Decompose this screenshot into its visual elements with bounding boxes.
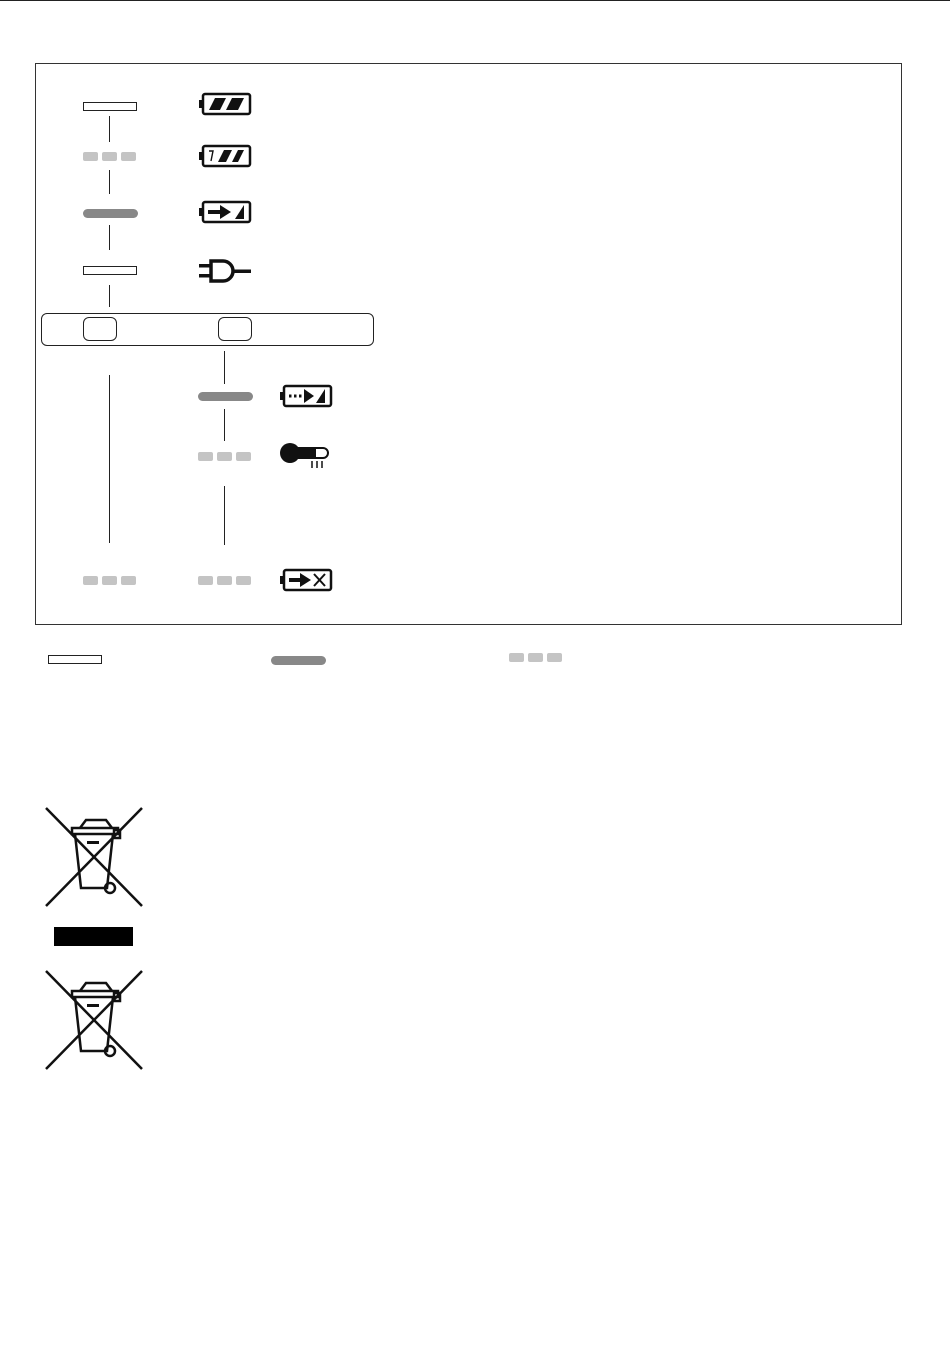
crossed-out-wheelie-bin-icon — [44, 969, 146, 1071]
thermometer-icon — [279, 440, 335, 472]
connector-line — [224, 409, 225, 441]
connector-line — [224, 486, 225, 545]
connector-line — [109, 116, 110, 142]
charger-button-panel — [41, 313, 374, 346]
top-rule — [0, 0, 950, 1]
connector-line — [109, 170, 110, 194]
led-blinking-indicator — [198, 576, 252, 585]
connector-line — [109, 285, 110, 307]
power-plug-icon — [198, 258, 252, 284]
battery-full-icon — [198, 92, 252, 116]
led-steady-indicator — [83, 266, 137, 275]
legend-led-blinking — [509, 653, 563, 662]
led-blinking-indicator — [198, 452, 252, 461]
led-on-indicator — [83, 209, 138, 218]
battery-charging-icon — [198, 200, 252, 224]
led-steady-indicator — [83, 102, 137, 111]
connector-line — [109, 375, 110, 543]
battery-low-icon — [198, 144, 252, 168]
battery-trickle-charge-icon — [279, 383, 333, 409]
connector-line — [109, 225, 110, 250]
battery-fault-icon — [279, 568, 333, 592]
crossed-out-wheelie-bin-icon — [44, 806, 146, 908]
led-blinking-indicator — [83, 576, 137, 585]
led-on-indicator — [198, 392, 253, 401]
connector-line — [224, 351, 225, 384]
black-bar-marker — [54, 927, 133, 946]
right-button[interactable] — [218, 317, 252, 341]
legend-led-on — [271, 656, 326, 665]
legend-led-steady — [48, 655, 102, 664]
left-button[interactable] — [83, 317, 117, 341]
led-blinking-indicator — [83, 152, 137, 161]
